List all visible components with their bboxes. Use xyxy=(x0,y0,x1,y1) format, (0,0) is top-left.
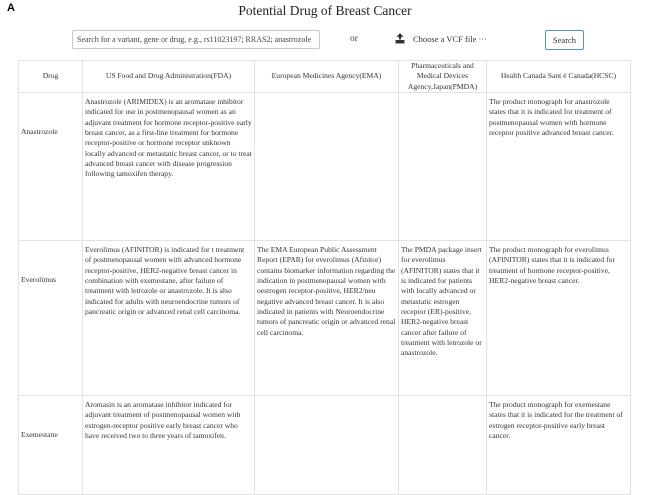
page-title: Potential Drug of Breast Cancer xyxy=(238,3,412,18)
drug-name-cell: Exemestane xyxy=(19,396,83,495)
drug-name-cell: Everolimus xyxy=(19,241,83,396)
table-row xyxy=(19,396,631,495)
table-row xyxy=(19,241,631,396)
column-header-fda: US Food and Drug Administration(FDA) xyxy=(83,61,255,93)
column-header-drug: Drug xyxy=(19,61,83,93)
column-header-hcsc: Health Canada Sant é Canada(HCSC) xyxy=(487,61,631,93)
hcsc-cell: The product monograph for anastrozole states that it is indicated for treatment of postmenopausal women with hormone receptor positive advanced breast cancer. xyxy=(487,93,631,241)
fda-cell: Aromasin is an aromatase inhibitor indicated for adjuvant treatment of postmenopausal women with estrogen-receptor positive early breast cancer who have received two to three years of tamoxifen. xyxy=(83,396,255,495)
pmda-cell xyxy=(399,396,487,495)
ema-cell xyxy=(255,396,399,495)
panel-label: A xyxy=(7,2,15,14)
upload-icon xyxy=(395,33,405,44)
or-label: or xyxy=(350,34,358,44)
search-input[interactable] xyxy=(72,30,320,49)
ema-cell xyxy=(255,93,399,241)
ema-cell: The EMA European Public Assessment Report (EPAR) for everolimus (Afinitor) contains biomarker information regarding the indication in postmenopausal women with oestrogen receptor-positive, HER2/neu negative advanced breast cancer. It is also indicated in patients with Neuroendocrine tumors of pancreatic origin or advanced renal cell carcinoma. xyxy=(255,241,399,396)
pmda-cell xyxy=(399,93,487,241)
choose-vcf-file-label: Choose a VCF file ··· xyxy=(413,34,487,44)
fda-cell: Everolimus (AFINITOR) is indicated for t treatment of postmenopausal women with advanced hormone receptor-positive, HER2-negative breast cancer in combination with exemestane, after failure of treatment with letrozole or anastrozole. It is also indicated for adults with neuroendocrine tumors of pancreatic origin or advanced renal cell carcinoma. xyxy=(83,241,255,396)
column-header-ema: European Medicines Agency(EMA) xyxy=(255,61,399,93)
drug-table xyxy=(18,60,631,495)
search-button[interactable]: Search xyxy=(545,30,584,50)
table-row xyxy=(19,93,631,241)
hcsc-cell: The product monograph for everolimus (AFINITOR) states that it is indicated for treatment of hormone receptor-positive, HER2-negative breast cancer. xyxy=(487,241,631,396)
drug-name-cell: Anastrozole xyxy=(19,93,83,241)
pmda-cell: The PMDA package insert for everolimus (AFINITOR) states that it is indicated for patients with locally advanced or metastatic estrogen receptor (ER)-positive, HER2-negative breast cancer after failure of treatment with letrozole or anastrozole. xyxy=(399,241,487,396)
hcsc-cell: The product monograph for exemestane states that it is indicated for the treatment of estrogen receptor-positive early breast cancer. xyxy=(487,396,631,495)
search-bar xyxy=(0,30,650,50)
fda-cell: Anastrozole (ARIMIDEX) is an aromatase inhibitor indicated for use in postmenopausal women as an adjuvant treatment for hormone receptor-positive early breast cancer, as a first-line treatment for hormone receptor-positive or hormone receptor unknown locally advanced or metastatic breast cancer, or to treat advanced breast cancer with disease progression following tamoxifen therapy. xyxy=(83,93,255,241)
table-header-row xyxy=(19,61,631,93)
column-header-pmda: Pharmaceuticals and Medical Devices Agency,Japan(PMDA) xyxy=(399,61,487,93)
